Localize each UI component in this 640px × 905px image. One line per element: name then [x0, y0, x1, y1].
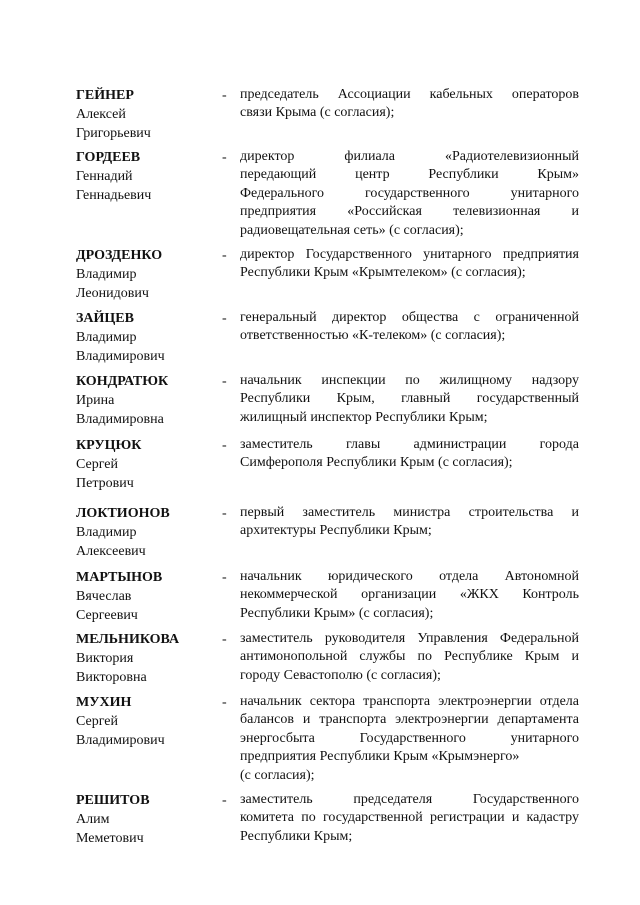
position-line: председатель Ассоциации кабельных операторов [240, 87, 579, 102]
member-first-name: Владимир [76, 267, 137, 282]
position-line: Симферополя Республики Крым (с согласия); [240, 455, 513, 471]
member-first-name: Виктория [76, 651, 134, 666]
member-surname: КРУЦЮК [76, 438, 142, 453]
position-line: некоммерческой организации «ЖКХ Контроль [240, 587, 579, 603]
member-position [240, 309, 579, 346]
position-line: Республики Крым» (с согласия); [240, 605, 434, 621]
member-patronymic: Петрович [76, 476, 134, 491]
separator-dash: - [222, 506, 227, 521]
position-line: начальник юридического отдела Автономной [240, 569, 579, 584]
position-line: связи Крыма (с согласия); [240, 105, 395, 121]
separator-dash: - [222, 695, 227, 710]
member-first-name: Геннадий [76, 169, 133, 184]
member-surname: ЛОКТИОНОВ [76, 506, 170, 521]
position-line: первый заместитель министра строительства и [240, 505, 579, 520]
member-surname: МЕЛЬНИКОВА [76, 632, 180, 647]
member-patronymic: Викторовна [76, 670, 147, 685]
member-first-name: Алексей [76, 107, 126, 122]
position-line: антимонопольной службы по Республике Крым и [240, 649, 579, 665]
member-patronymic: Григорьевич [76, 126, 151, 141]
member-name [76, 630, 221, 687]
position-line: директор Государственного унитарного предприятия [240, 247, 579, 262]
member-first-name: Владимир [76, 525, 137, 540]
separator-dash: - [222, 88, 227, 103]
member-position [240, 504, 579, 541]
member-name [76, 148, 221, 205]
member-position [240, 791, 579, 846]
member-patronymic: Владимировна [76, 412, 164, 427]
member-patronymic: Сергеевич [76, 608, 138, 623]
member-position [240, 436, 579, 473]
member-name [76, 309, 221, 366]
member-surname: МАРТЫНОВ [76, 570, 163, 585]
member-surname: КОНДРАТЮК [76, 374, 169, 389]
separator-dash: - [222, 570, 227, 585]
member-patronymic: Меметович [76, 831, 144, 846]
member-first-name: Владимир [76, 330, 137, 345]
member-first-name: Сергей [76, 457, 118, 472]
member-surname: МУХИН [76, 695, 132, 710]
member-name [76, 436, 221, 493]
separator-dash: - [222, 311, 227, 326]
position-line: балансов и транспорта электроэнергии департамента [240, 712, 579, 728]
member-patronymic: Владимирович [76, 349, 165, 364]
member-position [240, 372, 579, 427]
member-name [76, 568, 221, 625]
member-surname: ГОРДЕЕВ [76, 150, 141, 165]
position-line: предприятия «Российская телевизионная и [240, 204, 579, 220]
position-line: Федерального государственного унитарного [240, 185, 579, 201]
member-first-name: Вячеслав [76, 589, 132, 604]
member-position [240, 148, 579, 240]
position-line: (с согласия); [240, 767, 315, 783]
member-surname: ГЕЙНЕР [76, 88, 134, 103]
separator-dash: - [222, 632, 227, 647]
member-patronymic: Алексеевич [76, 544, 146, 559]
member-position [240, 86, 579, 123]
position-line: предприятия Республики Крым «Крымэнерго» [240, 749, 520, 765]
member-name [76, 372, 221, 429]
member-position [240, 630, 579, 685]
position-line: генеральный директор общества с ограниченной [240, 310, 579, 325]
position-line: энергосбыта Государственного унитарного [240, 730, 579, 746]
member-name [76, 86, 221, 143]
member-position [240, 568, 579, 623]
position-line: комитета по государственной регистрации и кадастру [240, 810, 579, 826]
position-line: начальник сектора транспорта электроэнергии отдела [240, 694, 579, 709]
position-line: Республики Крым, главный государственный [240, 391, 579, 407]
member-name [76, 693, 221, 750]
member-surname: РЕШИТОВ [76, 793, 150, 808]
separator-dash: - [222, 374, 227, 389]
position-line: Республики Крым «Крымтелеком» (с согласия); [240, 265, 526, 281]
member-surname: ЗАЙЦЕВ [76, 311, 134, 326]
member-first-name: Ирина [76, 393, 115, 408]
position-line: начальник инспекции по жилищному надзору [240, 373, 579, 388]
position-line: ответственностью «К-телеком» (с согласия); [240, 328, 506, 344]
separator-dash: - [222, 438, 227, 453]
position-line: радиовещательная сеть» (с согласия); [240, 222, 464, 238]
member-name [76, 246, 221, 303]
separator-dash: - [222, 793, 227, 808]
position-line: передающий центр Республики Крым» [240, 167, 579, 183]
member-position [240, 693, 579, 785]
member-name [76, 504, 221, 561]
member-patronymic: Геннадьевич [76, 188, 152, 203]
position-line: заместитель главы администрации города [240, 437, 579, 452]
position-line: городу Севастополю (с согласия); [240, 667, 441, 683]
position-line: заместитель руководителя Управления Федеральной [240, 631, 579, 646]
separator-dash: - [222, 248, 227, 263]
position-line: архитектуры Республики Крым; [240, 523, 432, 539]
separator-dash: - [222, 150, 227, 165]
member-patronymic: Владимирович [76, 733, 165, 748]
member-surname: ДРОЗДЕНКО [76, 248, 163, 263]
member-first-name: Алим [76, 812, 110, 827]
position-line: Республики Крым; [240, 828, 353, 844]
position-line: заместитель председателя Государственного [240, 792, 579, 807]
member-position [240, 246, 579, 283]
position-line: жилищный инспектор Республики Крым; [240, 409, 488, 425]
position-line: директор филиала «Радиотелевизионный [240, 149, 579, 164]
member-patronymic: Леонидович [76, 286, 149, 301]
member-first-name: Сергей [76, 714, 118, 729]
member-name [76, 791, 221, 848]
